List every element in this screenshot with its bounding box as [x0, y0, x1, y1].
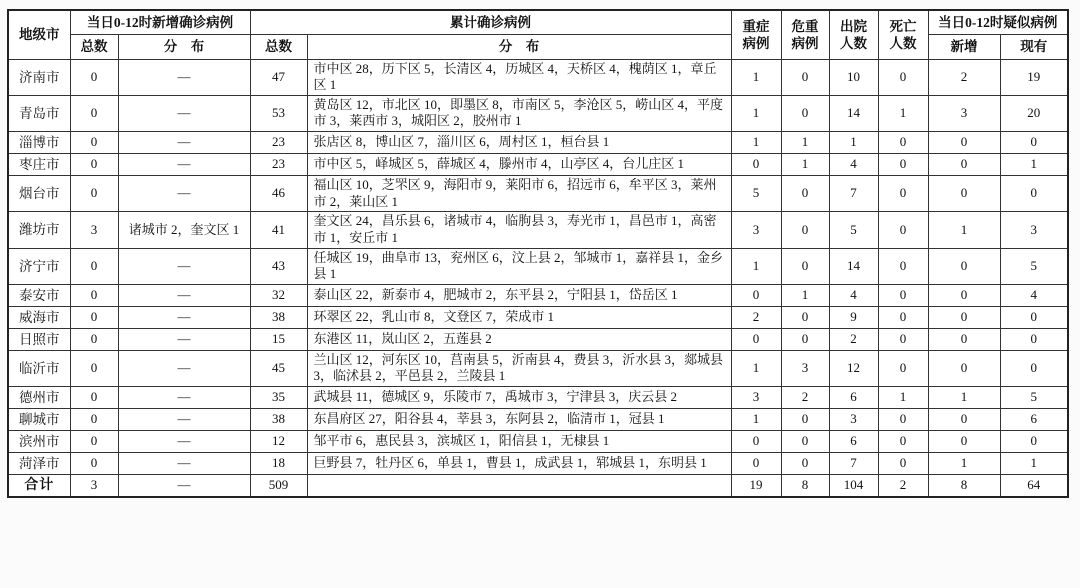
cum-dist-cell: 武城县 11，德城区 9，乐陵市 7，禹城市 3，宁津县 3，庆云县 2: [307, 387, 731, 409]
susp-existing-cell: 5: [1000, 248, 1068, 284]
table-row: [8, 453, 1068, 475]
header-new-total: 总数: [70, 35, 118, 59]
cum-total-cell: 12: [250, 431, 307, 453]
critical-cell: 1: [781, 284, 829, 306]
table-row: [8, 154, 1068, 176]
new-total-cell: 3: [70, 212, 118, 248]
new-dist-cell: —: [118, 154, 250, 176]
deaths-cell: 0: [878, 350, 928, 386]
header-susp-existing: 现有: [1000, 35, 1068, 59]
table-row: [8, 132, 1068, 154]
city-cell: 日照市: [8, 328, 70, 350]
table-row: [8, 248, 1068, 284]
city-cell: 临沂市: [8, 350, 70, 386]
deaths-cell: 1: [878, 387, 928, 409]
new-dist-cell: —: [118, 475, 250, 498]
header-critical: [781, 10, 829, 59]
critical-cell: 3: [781, 350, 829, 386]
susp-new-cell: 0: [928, 132, 1000, 154]
discharged-cell: 10: [829, 59, 878, 95]
discharged-cell: 5: [829, 212, 878, 248]
critical-cell: 0: [781, 176, 829, 212]
new-total-cell: 0: [70, 284, 118, 306]
susp-existing-cell: 0: [1000, 176, 1068, 212]
cum-dist-cell: 东昌府区 27，阳谷县 4，莘县 3，东阿县 2，临清市 1，冠县 1: [307, 409, 731, 431]
deaths-cell: 0: [878, 176, 928, 212]
deaths-cell: 2: [878, 475, 928, 498]
new-dist-cell: —: [118, 176, 250, 212]
deaths-cell: 0: [878, 328, 928, 350]
new-total-cell: 0: [70, 431, 118, 453]
city-cell: 合计: [8, 475, 70, 498]
cum-total-cell: 35: [250, 387, 307, 409]
discharged-cell: 9: [829, 306, 878, 328]
new-dist-cell: —: [118, 306, 250, 328]
new-dist-cell: —: [118, 350, 250, 386]
cum-dist-cell: 市中区 28，历下区 5，长清区 4，历城区 4，天桥区 4，槐荫区 1，章丘区 1: [307, 59, 731, 95]
city-cell: 淄博市: [8, 132, 70, 154]
header-discharged: [829, 10, 878, 59]
header-suspected-group: 当日0-12时疑似病例: [928, 10, 1068, 35]
susp-new-cell: 0: [928, 284, 1000, 306]
susp-existing-cell: 3: [1000, 212, 1068, 248]
severe-cell: 1: [731, 95, 781, 131]
critical-cell: 2: [781, 387, 829, 409]
critical-cell: 1: [781, 154, 829, 176]
new-dist-cell: —: [118, 431, 250, 453]
susp-new-cell: 1: [928, 212, 1000, 248]
cum-dist-cell: 市中区 5，峄城区 5，薛城区 4，滕州市 4，山亭区 4，台儿庄区 1: [307, 154, 731, 176]
critical-cell: 0: [781, 431, 829, 453]
header-deaths: [878, 10, 928, 59]
susp-existing-cell: 4: [1000, 284, 1068, 306]
susp-new-cell: 0: [928, 306, 1000, 328]
cum-total-cell: 23: [250, 154, 307, 176]
cum-dist-cell: 福山区 10，芝罘区 9，海阳市 9，莱阳市 6，招远市 6，牟平区 3，莱州市 2，莱山区 1: [307, 176, 731, 212]
table-row: [8, 59, 1068, 95]
discharged-cell: 7: [829, 453, 878, 475]
table-row: [8, 212, 1068, 248]
severe-cell: 1: [731, 350, 781, 386]
cum-total-cell: 509: [250, 475, 307, 498]
susp-existing-cell: 0: [1000, 132, 1068, 154]
critical-cell: 0: [781, 248, 829, 284]
new-total-cell: 0: [70, 387, 118, 409]
new-dist-cell: —: [118, 409, 250, 431]
cum-dist-cell: 兰山区 12，河东区 10，莒南县 5，沂南县 4，费县 3，沂水县 3，郯城县 3，临沭县 2，平邑县 2，兰陵县 1: [307, 350, 731, 386]
severe-cell: 3: [731, 212, 781, 248]
new-total-cell: 0: [70, 306, 118, 328]
critical-cell: 1: [781, 132, 829, 154]
susp-new-cell: 0: [928, 328, 1000, 350]
new-total-cell: 0: [70, 328, 118, 350]
cum-dist-cell: 环翠区 22，乳山市 8，文登区 7，荣成市 1: [307, 306, 731, 328]
city-cell: 济宁市: [8, 248, 70, 284]
new-total-cell: 0: [70, 154, 118, 176]
susp-existing-cell: 1: [1000, 154, 1068, 176]
cum-dist-cell: [307, 475, 731, 498]
city-cell: 菏泽市: [8, 453, 70, 475]
cum-dist-cell: 任城区 19，曲阜市 13，兖州区 6，汶上县 2，邹城市 1，嘉祥县 1，金乡县 1: [307, 248, 731, 284]
new-dist-cell: —: [118, 453, 250, 475]
header-new-dist: 分 布: [118, 35, 250, 59]
new-dist-cell: —: [118, 132, 250, 154]
discharged-cell: 4: [829, 284, 878, 306]
new-total-cell: 0: [70, 95, 118, 131]
cum-dist-cell: 泰山区 22，新泰市 4，肥城市 2，东平县 2，宁阳县 1，岱岳区 1: [307, 284, 731, 306]
deaths-cell: 0: [878, 154, 928, 176]
header-severe-label: 重症病例: [742, 18, 770, 51]
deaths-cell: 0: [878, 212, 928, 248]
susp-new-cell: 0: [928, 154, 1000, 176]
deaths-cell: 0: [878, 431, 928, 453]
severe-cell: 1: [731, 132, 781, 154]
new-dist-cell: —: [118, 95, 250, 131]
cum-total-cell: 15: [250, 328, 307, 350]
table-row: [8, 475, 1068, 498]
deaths-cell: 0: [878, 409, 928, 431]
new-dist-cell: —: [118, 248, 250, 284]
header-new-confirmed-group: 当日0-12时新增确诊病例: [70, 10, 250, 35]
city-cell: 滨州市: [8, 431, 70, 453]
new-total-cell: 0: [70, 453, 118, 475]
severe-cell: 0: [731, 453, 781, 475]
new-dist-cell: —: [118, 284, 250, 306]
severe-cell: 0: [731, 431, 781, 453]
epidemic-stats-table-wrap: [7, 9, 1069, 498]
severe-cell: 5: [731, 176, 781, 212]
table-row: [8, 409, 1068, 431]
discharged-cell: 14: [829, 248, 878, 284]
table-row: [8, 350, 1068, 386]
header-deaths-label: 死亡人数: [889, 18, 917, 51]
critical-cell: 0: [781, 306, 829, 328]
new-dist-cell: —: [118, 328, 250, 350]
cum-total-cell: 46: [250, 176, 307, 212]
cum-dist-cell: 巨野县 7，牡丹区 6，单县 1，曹县 1，成武县 1，郓城县 1，东明县 1: [307, 453, 731, 475]
table-row: [8, 306, 1068, 328]
discharged-cell: 4: [829, 154, 878, 176]
susp-existing-cell: 0: [1000, 328, 1068, 350]
deaths-cell: 0: [878, 306, 928, 328]
table-row: [8, 176, 1068, 212]
discharged-cell: 1: [829, 132, 878, 154]
cum-total-cell: 45: [250, 350, 307, 386]
susp-new-cell: 3: [928, 95, 1000, 131]
table-body: [8, 59, 1068, 497]
header-cumulative-group: 累计确诊病例: [250, 10, 731, 35]
severe-cell: 19: [731, 475, 781, 498]
discharged-cell: 6: [829, 431, 878, 453]
header-discharged-label: 出院人数: [839, 18, 867, 51]
city-cell: 潍坊市: [8, 212, 70, 248]
susp-existing-cell: 20: [1000, 95, 1068, 131]
critical-cell: 0: [781, 212, 829, 248]
table-row: [8, 431, 1068, 453]
cum-total-cell: 47: [250, 59, 307, 95]
deaths-cell: 0: [878, 132, 928, 154]
deaths-cell: 1: [878, 95, 928, 131]
deaths-cell: 0: [878, 248, 928, 284]
header-cum-dist: 分 布: [307, 35, 731, 59]
susp-new-cell: 8: [928, 475, 1000, 498]
susp-new-cell: 0: [928, 431, 1000, 453]
susp-new-cell: 2: [928, 59, 1000, 95]
cum-total-cell: 43: [250, 248, 307, 284]
susp-new-cell: 0: [928, 248, 1000, 284]
susp-existing-cell: 1: [1000, 453, 1068, 475]
cum-dist-cell: 奎文区 24，昌乐县 6，诸城市 4，临朐县 3，寿光市 1，昌邑市 1，高密市 1，安丘市 1: [307, 212, 731, 248]
header-critical-label: 危重病例: [791, 18, 819, 51]
susp-new-cell: 0: [928, 350, 1000, 386]
critical-cell: 0: [781, 95, 829, 131]
new-total-cell: 0: [70, 409, 118, 431]
city-cell: 青岛市: [8, 95, 70, 131]
new-dist-cell: 诸城市 2，奎文区 1: [118, 212, 250, 248]
critical-cell: 0: [781, 59, 829, 95]
cum-dist-cell: 东港区 11，岚山区 2，五莲县 2: [307, 328, 731, 350]
susp-existing-cell: 0: [1000, 431, 1068, 453]
discharged-cell: 3: [829, 409, 878, 431]
header-severe: [731, 10, 781, 59]
discharged-cell: 2: [829, 328, 878, 350]
severe-cell: 0: [731, 154, 781, 176]
cum-dist-cell: 邹平市 6，惠民县 3，滨城区 1，阳信县 1，无棣县 1: [307, 431, 731, 453]
new-dist-cell: —: [118, 59, 250, 95]
susp-new-cell: 0: [928, 409, 1000, 431]
severe-cell: 0: [731, 284, 781, 306]
critical-cell: 0: [781, 453, 829, 475]
epidemic-stats-table: [7, 9, 1069, 498]
new-total-cell: 0: [70, 350, 118, 386]
cum-total-cell: 38: [250, 306, 307, 328]
deaths-cell: 0: [878, 59, 928, 95]
susp-new-cell: 1: [928, 453, 1000, 475]
table-row: [8, 328, 1068, 350]
discharged-cell: 7: [829, 176, 878, 212]
table-row: [8, 387, 1068, 409]
susp-existing-cell: 6: [1000, 409, 1068, 431]
new-total-cell: 0: [70, 132, 118, 154]
table-row: [8, 95, 1068, 131]
critical-cell: 8: [781, 475, 829, 498]
discharged-cell: 14: [829, 95, 878, 131]
critical-cell: 0: [781, 328, 829, 350]
discharged-cell: 12: [829, 350, 878, 386]
city-cell: 聊城市: [8, 409, 70, 431]
susp-new-cell: 0: [928, 176, 1000, 212]
discharged-cell: 6: [829, 387, 878, 409]
severe-cell: 1: [731, 59, 781, 95]
city-cell: 济南市: [8, 59, 70, 95]
city-cell: 德州市: [8, 387, 70, 409]
susp-existing-cell: 19: [1000, 59, 1068, 95]
susp-existing-cell: 0: [1000, 306, 1068, 328]
cum-dist-cell: 黄岛区 12，市北区 10，即墨区 8，市南区 5，李沧区 5，崂山区 4，平度市 3，莱西市 3，城阳区 2，胶州市 1: [307, 95, 731, 131]
critical-cell: 0: [781, 409, 829, 431]
header-susp-new: 新增: [928, 35, 1000, 59]
new-total-cell: 3: [70, 475, 118, 498]
deaths-cell: 0: [878, 453, 928, 475]
cum-total-cell: 53: [250, 95, 307, 131]
header-city: 地级市: [8, 10, 70, 59]
severe-cell: 2: [731, 306, 781, 328]
cum-total-cell: 32: [250, 284, 307, 306]
new-total-cell: 0: [70, 248, 118, 284]
severe-cell: 1: [731, 248, 781, 284]
deaths-cell: 0: [878, 284, 928, 306]
city-cell: 威海市: [8, 306, 70, 328]
new-dist-cell: —: [118, 387, 250, 409]
severe-cell: 0: [731, 328, 781, 350]
discharged-cell: 104: [829, 475, 878, 498]
cum-total-cell: 38: [250, 409, 307, 431]
new-total-cell: 0: [70, 59, 118, 95]
cum-total-cell: 41: [250, 212, 307, 248]
susp-existing-cell: 64: [1000, 475, 1068, 498]
table-row: [8, 284, 1068, 306]
cum-total-cell: 23: [250, 132, 307, 154]
new-total-cell: 0: [70, 176, 118, 212]
susp-existing-cell: 0: [1000, 350, 1068, 386]
table-header: [8, 10, 1068, 59]
city-cell: 烟台市: [8, 176, 70, 212]
city-cell: 泰安市: [8, 284, 70, 306]
severe-cell: 3: [731, 387, 781, 409]
cum-dist-cell: 张店区 8，博山区 7，淄川区 6，周村区 1，桓台县 1: [307, 132, 731, 154]
header-cum-total: 总数: [250, 35, 307, 59]
susp-existing-cell: 5: [1000, 387, 1068, 409]
cum-total-cell: 18: [250, 453, 307, 475]
susp-new-cell: 1: [928, 387, 1000, 409]
severe-cell: 1: [731, 409, 781, 431]
city-cell: 枣庄市: [8, 154, 70, 176]
